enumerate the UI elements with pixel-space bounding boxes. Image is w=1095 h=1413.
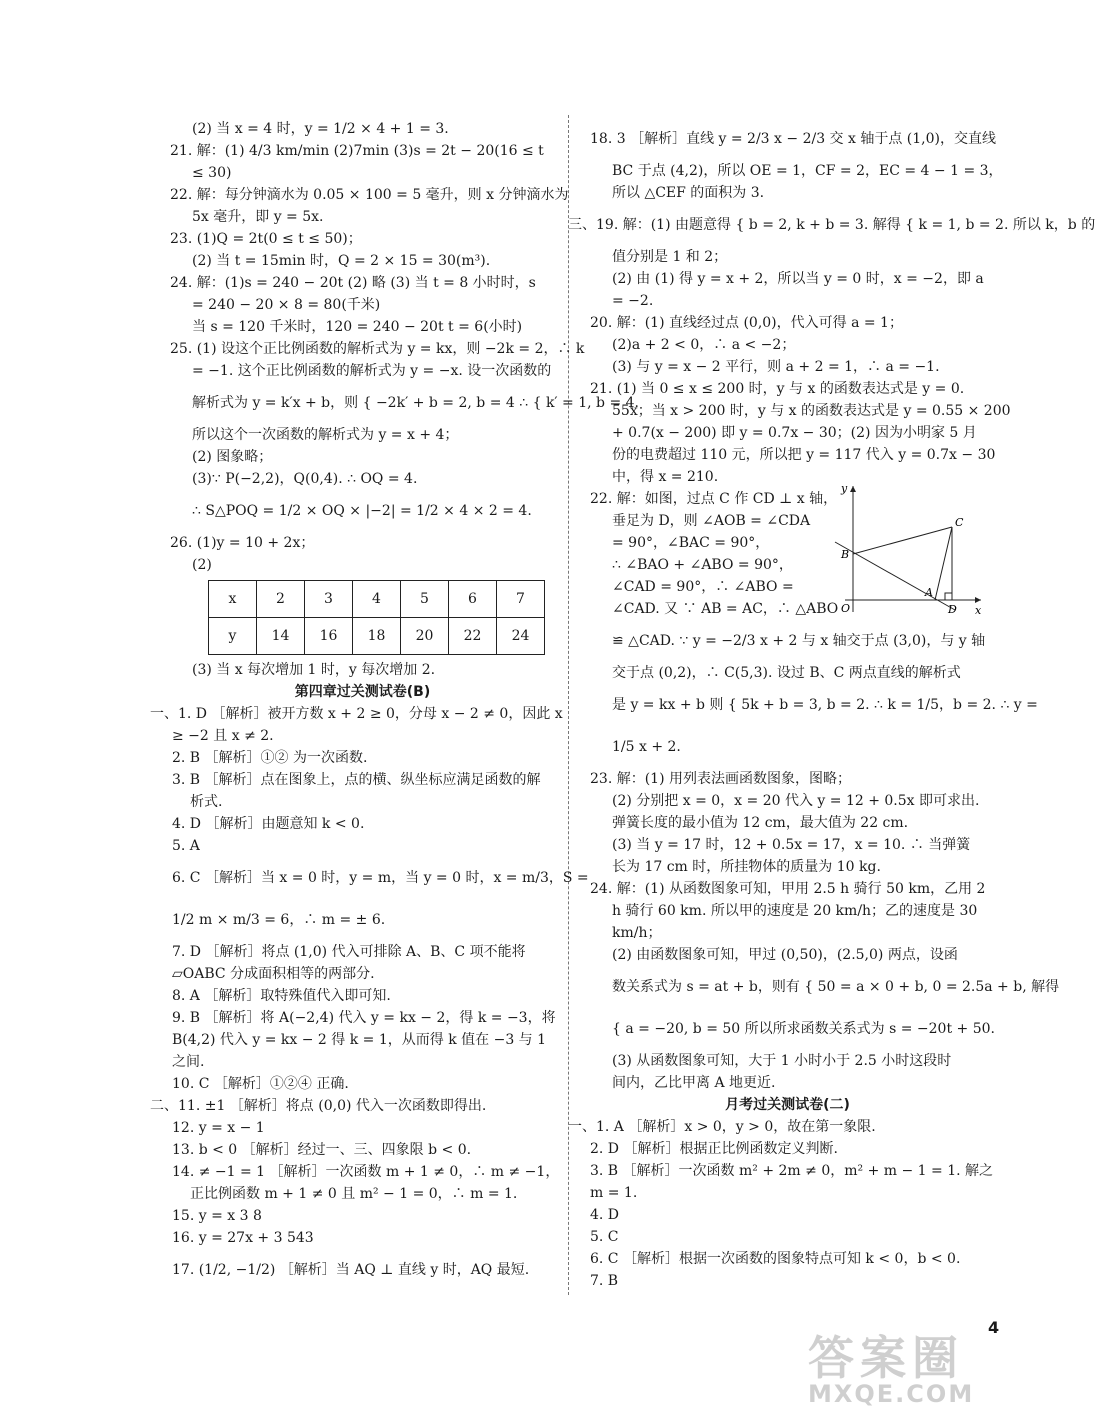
text-line: 14. ≠ −1 = 1 ［解析］一次函数 m + 1 ≠ 0，∴ m ≠ −1， — [172, 1164, 560, 1180]
text-line: 5. A — [172, 838, 200, 854]
section-title: 月考过关测试卷(二) — [725, 1097, 850, 1113]
text-line: = 90°，∠BAC = 90°， — [612, 535, 770, 551]
section-title: 第四章过关测试卷(B) — [294, 684, 431, 700]
text-line: 间内，乙比甲离 A 地更近. — [612, 1075, 776, 1091]
text-line: (3)∵ P(−2,2)，Q(0,4). ∴ OQ = 4. — [192, 471, 418, 487]
text-line: 23. (1)Q = 2t(0 ≤ t ≤ 50)； — [170, 231, 362, 247]
text-line: 数关系式为 s = at + b，则有 { 50 = a × 0 + b, 0 = 2.5a + b, 解得 — [612, 979, 1060, 995]
label-C: C — [955, 516, 964, 529]
text-line: (3) 从函数图象可知，大于 1 小时小于 2.5 小时这段时 — [612, 1053, 952, 1069]
text-line: 弹簧长度的最小值为 12 cm，最大值为 22 cm. — [612, 815, 909, 831]
text-line: 20. 解：(1) 直线经过点 (0,0)，代入可得 a = 1； — [590, 315, 903, 331]
section-b-answers — [150, 703, 589, 1291]
text-line: 二、11. ±1 ［解析］将点 (0,0) 代入一次函数即得出. — [150, 1098, 487, 1114]
table-cell: 16 — [305, 618, 353, 655]
text-line: 2. B ［解析］①② 为一次函数. — [172, 750, 368, 766]
text-line: 是 y = kx + b 则 { 5k + b = 3, b = 2. ∴ k = 1/5，b = 2. ∴ y = — [612, 697, 1038, 713]
area-formula: ∴ S△POQ = 1/2 × OQ × |−2| = 1/2 × 4 × 2 = 4. — [192, 503, 532, 519]
text-line: 值分别是 1 和 2； — [612, 249, 728, 265]
text-line: 1/5 x + 2. — [612, 739, 681, 755]
text-line: (2) 当 t = 15min 时，Q = 2 × 15 = 30(m³). — [192, 253, 491, 269]
q22-block — [590, 482, 985, 620]
text-line: 份的电费超过 110 元，所以把 y = 117 代入 y = 0.7x − 30 — [612, 447, 996, 463]
watermark — [768, 1322, 993, 1408]
table-cell: 14 — [257, 618, 305, 655]
label-B: B — [841, 548, 850, 561]
text-line: 所以这个一次函数的解析式为 y = x + 4； — [192, 427, 459, 443]
text-line: 5. C — [590, 1229, 619, 1245]
text-line: h 骑行 60 km. 所以甲的速度是 20 km/h；乙的速度是 30 — [612, 903, 978, 919]
text-line: 一、1. A ［解析］x > 0，y > 0，故在第一象限. — [568, 1119, 876, 1135]
text-line: 26. (1)y = 10 + 2x； — [170, 535, 315, 551]
text-line: ∠CAD. 又 ∵ AB = AC，∴ △ABO — [612, 601, 839, 617]
text-line: 7. D ［解析］将点 (1,0) 代入可排除 A、B、C 项不能将 — [172, 944, 526, 960]
text-line: m = 1. — [590, 1185, 638, 1201]
text-line: 6. C ［解析］当 x = 0 时，y = m，当 y = 0 时，x = m/3，S = — [172, 870, 589, 886]
text-line: = −1. 这个正比例函数的解析式为 y = −x. 设一次函数的 — [192, 363, 552, 379]
text-line: (3) 当 y = 17 时，12 + 0.5x = 17，x = 10. ∴ 当弹簧 — [612, 837, 971, 853]
text-line: ∠CAD = 90°，∴ ∠ABO = — [612, 579, 794, 595]
text-line: ≌ △CAD. ∵ y = −2/3 x + 2 与 x 轴交于点 (3,0)，与 y 轴 — [612, 633, 986, 649]
label-x: x — [975, 604, 982, 617]
text-line: 24. 解：(1)s = 240 − 20t (2) 略 (3) 当 t = 8 小时时，s — [170, 275, 536, 291]
text-line: 8. A ［解析］取特殊值代入即可知. — [172, 988, 391, 1004]
x-axis-arrow — [975, 597, 981, 603]
text-line: (2) 分别把 x = 0，x = 20 代入 y = 12 + 0.5x 即可求出. — [612, 793, 980, 809]
text-line: 18. 3 ［解析］直线 y = 2/3 x − 2/3 交 x 轴于点 (1,0)，交直线 — [590, 131, 996, 147]
text-line: 析式. — [190, 794, 223, 810]
text-line: ≤ 30) — [192, 165, 232, 181]
right-column — [568, 118, 1095, 1292]
text-line: 12. y = x − 1 — [172, 1120, 265, 1136]
right-angle-mark — [945, 593, 952, 600]
text-line: 交于点 (0,2)，∴ C(5,3). 设过 B、C 两点直线的解析式 — [612, 665, 961, 681]
text-line: 4. D — [590, 1207, 620, 1223]
text-line: 23. 解：(1) 用列表法画函数图象，图略； — [590, 771, 851, 787]
table-cell: 24 — [497, 618, 545, 655]
text-line: (2) 由 (1) 得 y = x + 2，所以当 y = 0 时，x = −2，即 a — [612, 271, 984, 287]
text-line: 24. 解：(1) 从函数图象可知，甲用 2.5 h 骑行 50 km，乙用 2 — [590, 881, 986, 897]
text-line: 22. 解：每分钟滴水为 0.05 × 100 = 5 毫升，则 x 分钟滴水为 — [170, 187, 569, 203]
table-cell: 5 — [401, 581, 449, 618]
text-line: = 240 − 20 × 8 = 80(千米) — [192, 297, 381, 313]
text-line: (2) 由函数图象可知，甲过 (0,50)，(2.5,0) 两点，设函 — [612, 947, 958, 963]
text-line: B(4,2) 代入 y = kx − 2 得 k = 1，从而得 k 值在 −3 与 1 — [172, 1032, 547, 1048]
label-A: A — [925, 586, 933, 599]
table-cell: 22 — [449, 618, 497, 655]
label-D: D — [948, 603, 957, 616]
text-line: 22. 解：如图，过点 C 作 CD ⊥ x 轴， — [590, 491, 838, 507]
table-cell: 2 — [257, 581, 305, 618]
text-line: 9. B ［解析］将 A(−2,4) 代入 y = kx − 2，得 k = −3，将 — [172, 1010, 556, 1026]
section-2-answers — [568, 1116, 994, 1292]
table-cell: y — [209, 618, 257, 655]
page-number: 4 — [988, 1318, 1000, 1337]
text-line: 之间. — [172, 1054, 205, 1070]
text-line: km/h； — [612, 925, 662, 941]
text-line: 正比例函数 m + 1 ≠ 0 且 m² − 1 = 0，∴ m = 1. — [190, 1186, 518, 1202]
text-line: 16. y = 27x + 3 543 — [172, 1230, 314, 1246]
text-line: 10. C ［解析］①②④ 正确. — [172, 1076, 349, 1092]
table-row — [209, 581, 545, 618]
text-line: ▱OABC 分成面积相等的两部分. — [172, 966, 375, 982]
text-line: 中，得 x = 210. — [612, 469, 719, 485]
text-line: 一、1. D ［解析］被开方数 x + 2 ≥ 0，分母 x − 2 ≠ 0，因此 x — [150, 706, 563, 722]
text-line: 17. (1/2, −1/2) ［解析］当 AQ ⊥ 直线 y 时，AQ 最短. — [172, 1262, 530, 1278]
text-line: 当 s = 120 千米时，120 = 240 − 20t t = 6(小时) — [192, 319, 523, 335]
y-axis-arrow — [850, 486, 856, 492]
text-line: 长为 17 cm 时，所挂物体的质量为 10 kg. — [612, 859, 881, 875]
text-line: 2. D ［解析］根据正比例函数定义判断. — [590, 1141, 838, 1157]
text-line: 4. D ［解析］由题意知 k < 0. — [172, 816, 365, 832]
text-line: (3) 当 x 每次增加 1 时，y 每次增加 2. — [192, 662, 436, 678]
table-cell: 6 — [449, 581, 497, 618]
text-line: 13. b < 0 ［解析］经过一、三、四象限 b < 0. — [172, 1142, 472, 1158]
text-line: (2) — [192, 557, 212, 573]
text-line: 21. (1) 当 0 ≤ x ≤ 200 时，y 与 x 的函数表达式是 y = 0. — [590, 381, 965, 397]
text-line: + 0.7(x − 200) 即 y = 0.7x − 30；(2) 因为小明家 5 月 — [612, 425, 977, 441]
table-cell: 18 — [353, 618, 401, 655]
table-cell: x — [209, 581, 257, 618]
text-line: { a = −20, b = 50 所以所求函数关系式为 s = −20t + 50. — [612, 1021, 995, 1037]
text-line: = −2. — [612, 293, 654, 309]
text-line: (2) 图象略； — [192, 449, 273, 465]
text-line: 1/2 m × m/3 = 6，∴ m = ± 6. — [172, 912, 386, 928]
text-line: ≥ −2 且 x ≠ 2. — [172, 728, 274, 744]
text-line: 3. B ［解析］一次函数 m² + 2m ≠ 0，m² + m − 1 = 1. 解之 — [590, 1163, 994, 1179]
text-line: 6. C ［解析］根据一次函数的图象特点可知 k < 0，b < 0. — [590, 1251, 961, 1267]
table-row — [209, 618, 545, 655]
xy-table — [208, 580, 545, 655]
label-O: O — [841, 602, 851, 615]
watermark-url: MXQE.COM — [808, 1380, 975, 1408]
segment-BC — [853, 527, 952, 554]
text-line: 所以 △CEF 的面积为 3. — [612, 185, 765, 201]
table-cell: 3 — [305, 581, 353, 618]
text-line: 7. B — [590, 1273, 619, 1289]
segment-AC — [935, 527, 952, 600]
label-y: y — [841, 482, 848, 495]
geometry-figure — [835, 482, 985, 617]
table-cell: 7 — [497, 581, 545, 618]
text-line: 25. (1) 设这个正比例函数的解析式为 y = kx，则 −2k = 2，∴ k — [170, 341, 585, 357]
text-line: (2)a + 2 < 0，∴ a < −2； — [612, 337, 796, 353]
text-line: BC 于点 (4,2)，所以 OE = 1，CF = 2，EC = 4 − 1 = 3， — [612, 163, 1003, 179]
watermark-text: 答案圈 — [808, 1331, 964, 1385]
text-line: 解析式为 y = k′x + b，则 { −2k′ + b = 2, b = 4 ∴ { k′ = 1, b = 4. — [192, 395, 639, 411]
text-line: 三、19. 解：(1) 由题意得 { b = 2, k + b = 3. 解得 { k = 1, b = 2. 所以 k，b 的 — [568, 217, 1095, 233]
text-line: (3) 与 y = x − 2 平行，则 a + 2 = 1，∴ a = −1. — [612, 359, 940, 375]
text-line: 21. 解：(1) 4/3 km/min (2)7min (3)s = 2t − 20(16 ≤ t — [170, 143, 544, 159]
text-line: ∴ ∠BAO + ∠ABO = 90°， — [612, 557, 793, 573]
table-cell: 20 — [401, 618, 449, 655]
text-line: 垂足为 D，则 ∠AOB = ∠CDA — [612, 513, 811, 529]
text-line: 3. B ［解析］点在图象上，点的横、纵坐标应满足函数的解 — [172, 772, 541, 788]
text-line: 5x 毫升，即 y = 5x. — [192, 209, 324, 225]
table-cell: 4 — [353, 581, 401, 618]
text-line: 55x；当 x > 200 时，y 与 x 的函数表达式是 y = 0.55 × 200 — [612, 403, 1011, 419]
text-line: (2) 当 x = 4 时，y = 1/2 × 4 + 1 = 3. — [192, 121, 449, 137]
text-line: 15. y = x 3 8 — [172, 1208, 262, 1224]
